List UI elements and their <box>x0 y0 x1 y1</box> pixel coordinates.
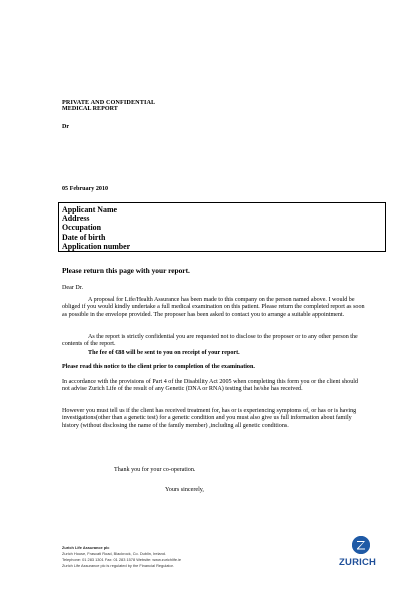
confidential-label: PRIVATE AND CONFIDENTIAL <box>62 99 156 106</box>
letter-date: 05 February 2010 <box>62 186 109 192</box>
applicant-name-field: Applicant Name <box>62 205 118 214</box>
zurich-logo-icon <box>352 536 370 554</box>
client-notice: Please read this notice to the client prior to completion of the examination. <box>62 364 255 370</box>
paragraph-confidential: As the report is strictly confidential you are requested not to disclose to the proposer or to any other person the contents of the report. <box>62 334 358 348</box>
footer-regulated: Zurich Life Assurance plc is regulated by the Financial Regulator. <box>62 563 174 568</box>
date-of-birth-field: Date of birth <box>62 232 106 242</box>
address-field: Address <box>62 214 90 224</box>
closing-line: Yours sincerely, <box>165 487 204 493</box>
doctor-line: Dr <box>62 124 70 130</box>
fee-note: The fee of €88 will be sent to you on receipt of your report. <box>88 350 240 356</box>
paragraph-genetic-conditions: However you must tell us if the client has received treatment for, has or is experiencing symptoms of, or has or is having investigations(other than a genetic test) for a genetic condition and you must also give us full information about family history (without disclosing the name of the family member) ,including all genetic conditions. <box>62 408 357 429</box>
applicant-details-box <box>58 202 386 252</box>
application-number-field: Application number <box>62 241 131 251</box>
paragraph-proposal: A proposal for Life/Health Assurance has been made to this company on the person named above. I would be obliged if you would kindly undertake a full medical examination on this patient. Please return the completed report as soon as possible in the envelope provided. The proposer has been asked to contact you to arrange a suitable appointment. <box>62 297 365 318</box>
footer-company <box>62 545 181 569</box>
document-title: MEDICAL REPORT <box>62 106 118 112</box>
footer-address: Zurich House, Frascati Road, Blackrock, Co. Dublin, Ireland. <box>62 551 167 556</box>
footer-contact: Telephone: 01 283 1301 Fax: 01 283 1578 Website: www.zurichlife.ie <box>62 557 182 562</box>
greeting: Dear Dr. <box>62 285 83 291</box>
footer-company-name: Zurich Life Assurance plc <box>62 545 110 550</box>
occupation-field: Occupation <box>62 223 102 233</box>
thanks-line: Thank you for your co-operation. <box>114 467 196 473</box>
return-note: Please return this page with your report. <box>62 266 190 275</box>
paragraph-disability-act: In accordance with the provisions of Part 4 of the Disability Act 2005 when completing this form you or the client should not advise Zurich Life of the result of any Genetic (DNA or RNA) testing that he/she has received. <box>62 379 358 393</box>
zurich-logo-text: ZURICH <box>339 557 377 568</box>
